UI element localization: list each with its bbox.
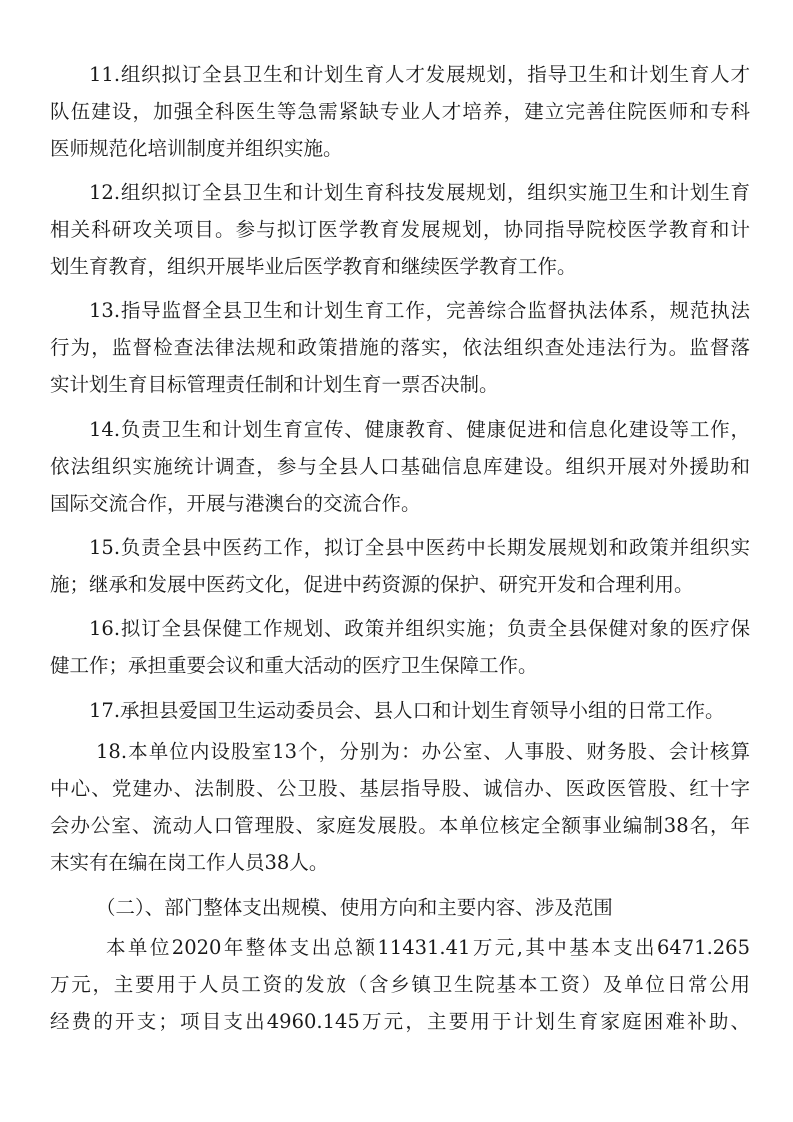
text-line: 16.拟订全县保健工作规划、政策并组织实施；负责全县保健对象的医疗保 xyxy=(89,617,750,640)
paragraph-item-15 xyxy=(50,529,750,603)
paragraph-expenditure xyxy=(50,929,750,1040)
paragraph-item-12 xyxy=(50,174,750,285)
text-line: 健工作；承担重要会议和重大活动的医疗卫生保障工作。 xyxy=(50,654,538,677)
text-line: 本单位2020年整体支出总额11431.41万元,其中基本支出6471.265 xyxy=(106,936,750,959)
text-line: 11.组织拟订全县卫生和计划生育人才发展规划，指导卫生和计划生育人才 xyxy=(89,63,750,86)
text-line: 行为，监督检查法律法规和政策措施的落实，依法组织查处违法行为。监督落 xyxy=(50,336,750,359)
text-line: 国际交流合作，开展与港澳台的交流合作。 xyxy=(50,492,421,515)
text-line: 17.承担县爱国卫生运动委员会、县人口和计划生育领导小组的日常工作。 xyxy=(89,699,725,722)
text-line: 14.负责卫生和计划生育宣传、健康教育、健康促进和信息化建设等工作， xyxy=(89,418,750,441)
text-line: 实计划生育目标管理责任制和计划生育一票否决制。 xyxy=(50,373,499,396)
text-line: 末实有在编在岗工作人员38人。 xyxy=(50,851,329,874)
text-line: 经费的开支；项目支出4960.145万元，主要用于计划生育家庭困难补助、 xyxy=(50,1010,750,1033)
paragraph-item-17 xyxy=(50,692,750,729)
text-line: 队伍建设，加强全科医生等急需紧缺专业人才培养，建立完善住院医师和专科 xyxy=(50,100,750,123)
paragraph-item-18 xyxy=(50,733,750,881)
section-heading xyxy=(50,889,750,926)
paragraph-item-16 xyxy=(50,610,750,684)
paragraph-item-13 xyxy=(50,292,750,403)
text-line: 会办公室、流动人口管理股、家庭发展股。本单位核定全额事业编制38名，年 xyxy=(50,814,750,837)
text-line: 医师规范化培训制度并组织实施。 xyxy=(50,137,343,160)
text-line: 13.指导监督全县卫生和计划生育工作，完善综合监督执法体系，规范执法 xyxy=(89,299,750,322)
text-line: 相关科研攻关项目。参与拟订医学教育发展规划，协同指导院校医学教育和计 xyxy=(50,218,750,241)
text-line: 12.组织拟订全县卫生和计划生育科技发展规划，组织实施卫生和计划生育 xyxy=(89,181,750,204)
text-line: 划生育教育，组织开展毕业后医学教育和继续医学教育工作。 xyxy=(50,255,577,278)
paragraph-item-11 xyxy=(50,56,750,167)
text-line: 施；继承和发展中医药文化，促进中药资源的保护、研究开发和合理利用。 xyxy=(50,573,694,596)
text-line: 依法组织实施统计调查，参与全县人口基础信息库建设。组织开展对外援助和 xyxy=(50,455,750,478)
text-line: 万元，主要用于人员工资的发放（含乡镇卫生院基本工资）及单位日常公用 xyxy=(50,973,750,996)
paragraph-item-14 xyxy=(50,411,750,522)
text-line: 18.本单位内设股室13个，分别为：办公室、人事股、财务股、会计核算 xyxy=(96,740,750,763)
text-line: （二）、部门整体支出规模、使用方向和主要内容、涉及范围 xyxy=(96,896,613,919)
text-line: 中心、党建办、法制股、公卫股、基层指导股、诚信办、医政医管股、红十字 xyxy=(50,777,750,800)
text-line: 15.负责全县中医药工作，拟订全县中医药中长期发展规划和政策并组织实 xyxy=(89,536,750,559)
